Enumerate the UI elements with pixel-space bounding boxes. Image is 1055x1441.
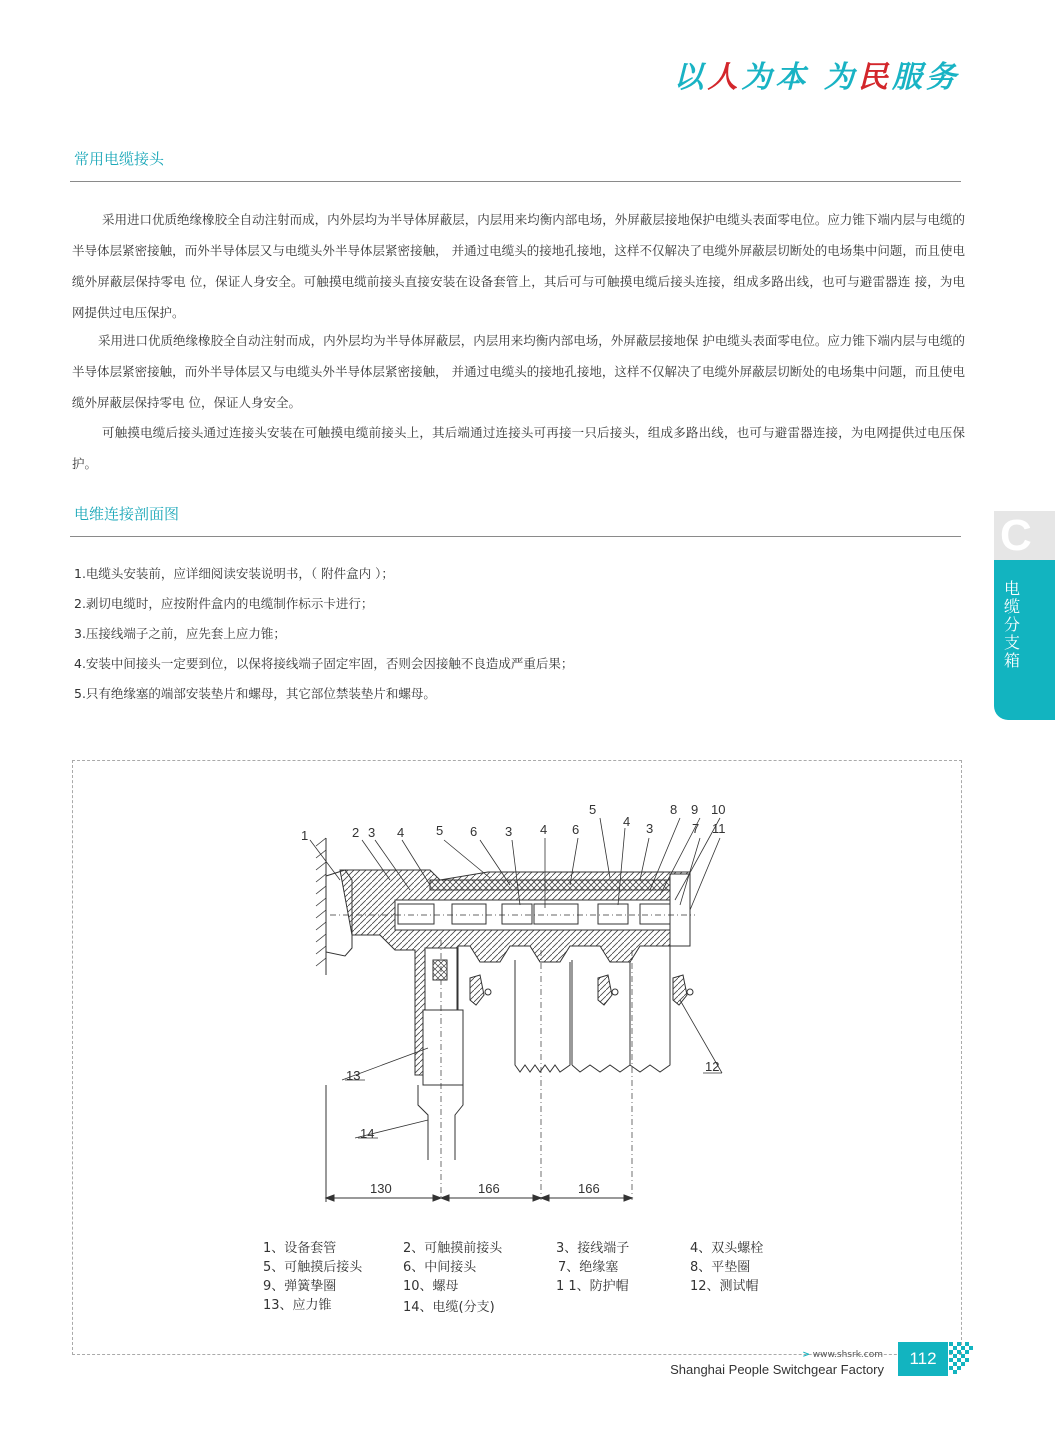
note-item: 5.只有绝缘塞的端部安装垫片和螺母，其它部位禁装垫片和螺母。 [74,686,436,701]
callout-3: 3 [368,825,376,840]
callout-5: 5 [589,802,597,817]
callout-3: 3 [646,821,654,836]
callout-12: 12 [705,1059,720,1074]
callout-11: 11 [712,821,726,836]
callout-13: 13 [346,1068,361,1083]
chapter-label: 电缆分支箱 [1004,579,1021,670]
stud [502,904,532,924]
slogan-text-red: 人 [707,60,742,95]
footer-company: Shanghai People Switchgear Factory [670,1362,884,1377]
slogan-text-red: 民 [858,60,892,95]
callout-7: 7 [692,821,700,836]
legend-item: 5、可触摸后接头 [263,1260,363,1275]
callout-4: 4 [540,822,548,837]
website-url: www.shsrk.com [812,1350,883,1360]
legend-item: 12、测试帽 [690,1279,759,1294]
cable [515,960,570,1072]
protection-cap [670,874,690,946]
callout-8: 8 [670,802,678,817]
cable [572,946,670,1072]
stud [398,904,434,924]
legend-item: 1、设备套管 [263,1241,337,1256]
legend-item: 1 1、防护帽 [556,1279,629,1294]
paragraph: 采用进口优质绝缘橡胶全自动注射而成，内外层均为半导体屏蔽层，内层用来均衡内部电场，外屏蔽层接地保 护电缆头表面零电位。应力锥下端内层与电缆的半导体层紧密接触，而外半导体层又与电缆头外半导体层紧密接触， 并通过电缆头的接地孔接地，这样不仅解决了电缆外屏蔽层切断处的电场集中问题，而且使电缆外屏蔽层保持零电 位，保证人身安全。 [72,333,965,410]
section-title: 电维连接剖面图 [74,505,180,523]
legend-item: 10、螺母 [403,1279,459,1294]
paragraph: 可触摸电缆后接头通过连接头安装在可触摸电缆前接头上，其后端通过连接头可再接一只后接头，组成多路出线，也可与避雷器连接，为电网提供过电压保护。 [72,425,965,471]
slogan-text: 为本 为 [741,60,858,95]
callout-6: 6 [470,824,478,839]
paragraph: 采用进口优质绝缘橡胶全自动注射而成，内外层均为半导体屏蔽层，内层用来均衡内部电场，外屏蔽层接地保护电缆头表面零电位。应力锥下端内层与电缆的半导体层紧密接触，而外半导体层又与电缆头外半导体层紧密接触， 并通过电缆头的接地孔接地，这样不仅解决了电缆外屏蔽层切断处的电场集中问题，而且使电缆外屏蔽层保持零电 位，保证人身安全。可触摸电缆前接头直接安装在设备套管上，其后可与可触摸电缆后接头连接，组成多路出线，也可与避雷器连 接，为电网提供过电压保护。 [72,212,965,320]
callout-2: 2 [352,825,360,840]
note-item: 3.压接线端子之前，应先套上应力锥； [74,626,286,641]
stud [452,904,486,924]
slogan-text: 服务 [892,60,960,95]
callout-5: 5 [436,823,444,838]
note-item: 1.电缆头安装前，应详细阅读安装说明书，（ 附件盒内 ）； [74,566,394,581]
callout-1: 1 [301,828,309,843]
callout-14: 14 [360,1126,375,1141]
legend-item: 8、平垫圈 [690,1260,751,1275]
legend-item: 4、双头螺栓 [690,1241,764,1256]
checker-pattern-icon [949,1342,977,1376]
legend-item: 7、绝缘塞 [558,1260,619,1275]
test-cap [470,975,484,1005]
legend-item: 13、应力锥 [263,1298,332,1313]
note-item: 4.安装中间接头一定要到位，以保将接线端子固定牢固，否则会因接触不良造成严重后果； [74,656,574,671]
legend-item: 3、接线端子 [556,1241,630,1256]
section-title: 常用电缆接头 [74,150,165,168]
legend-item: 2、可触摸前接头 [403,1241,503,1256]
callout-6: 6 [572,822,580,837]
stud [534,904,578,924]
callout-9: 9 [691,802,699,817]
callout-3: 3 [505,824,513,839]
legend-item: 6、中间接头 [403,1260,477,1275]
cable-branch [418,1085,463,1160]
callout-4: 4 [397,825,405,840]
stud [598,904,628,924]
legend-item: 9、弹簧挚圈 [263,1279,337,1294]
stud [640,904,670,924]
callout-4: 4 [623,814,631,829]
note-item: 2.剥切电缆时，应按附件盒内的电缆制作标示卡进行； [74,596,374,611]
page-number: 112 [898,1342,948,1376]
cable-branch [423,1010,463,1085]
dimension-166: 166 [578,1181,600,1196]
legend-item: 14、电缆(分支) [403,1300,495,1315]
dimension-166: 166 [478,1181,500,1196]
slogan-text: 以 [673,60,708,95]
test-cap [598,975,612,1005]
arrow-icon: > [802,1350,810,1360]
dimension-130: 130 [370,1181,392,1196]
footer-url [802,1350,883,1360]
chapter-letter: C [1000,511,1032,560]
callout-10: 10 [711,802,726,817]
